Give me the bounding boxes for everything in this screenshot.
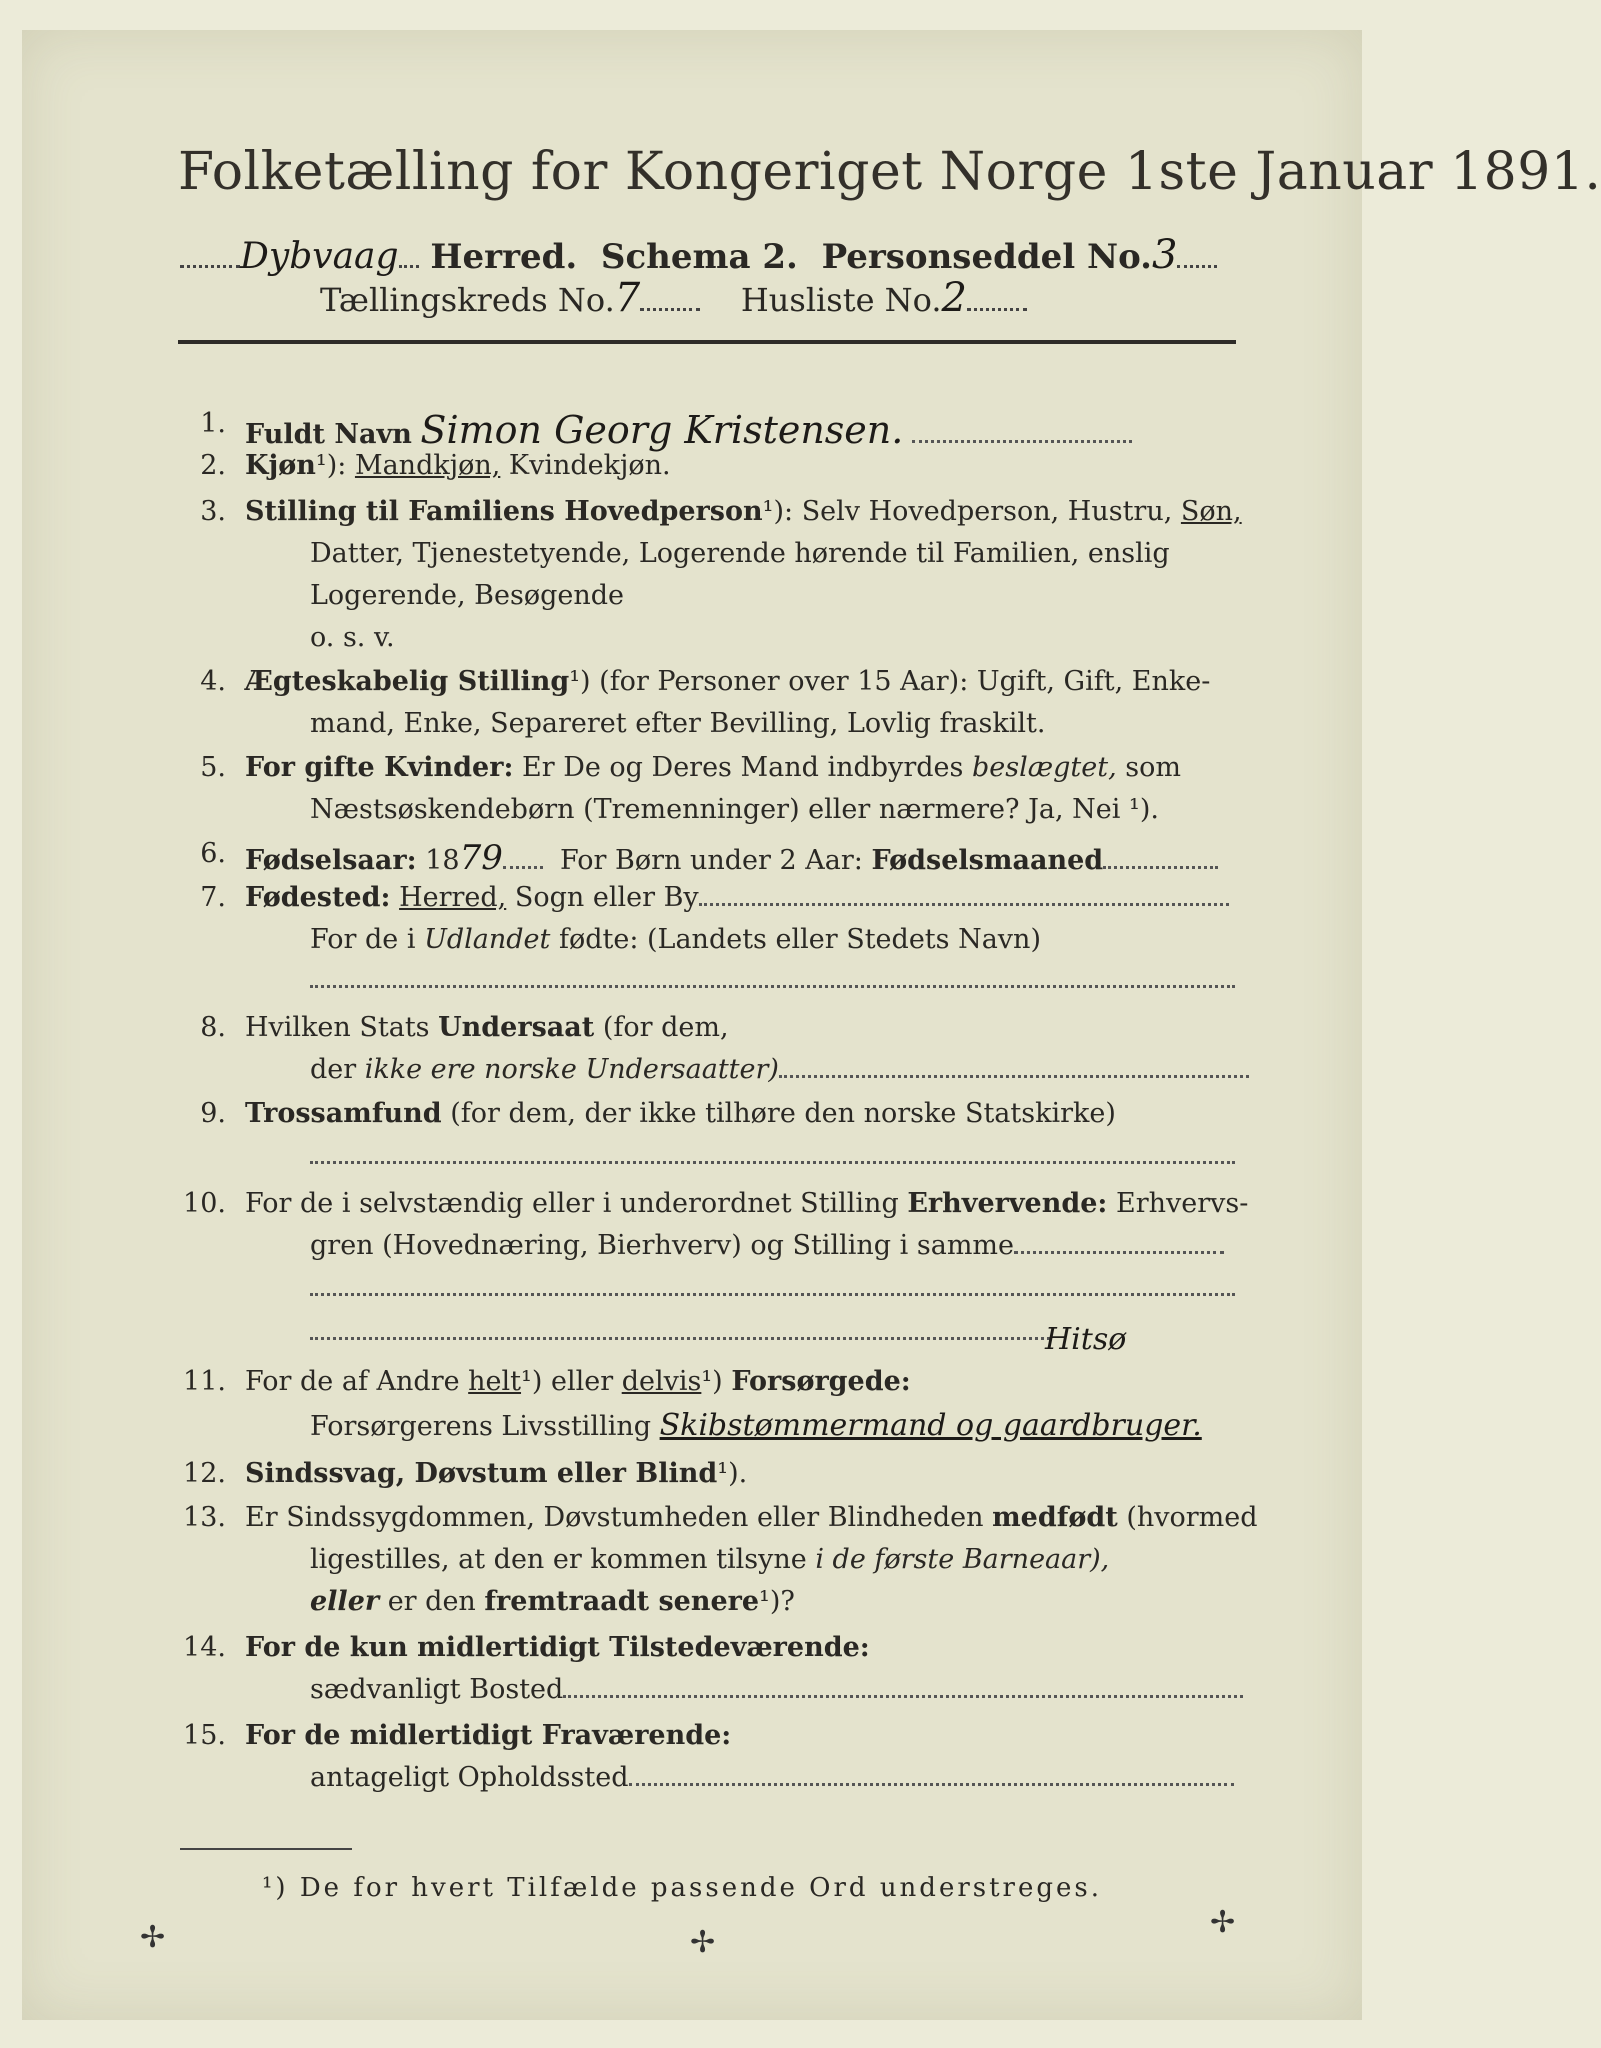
full-name-label: Fuldt Navn: [245, 419, 412, 450]
birth-year-label: Fødselsaar:: [245, 845, 417, 876]
herred-line: [180, 232, 1235, 278]
son-option: Søn,: [1180, 496, 1242, 527]
gender-female-option: Kvindekjøn.: [508, 450, 671, 481]
question-1: 1. Fuldt Navn Simon Georg Kristensen.: [170, 408, 1240, 448]
gender-label: Kjøn: [245, 450, 316, 481]
question-5: 5. For gifte Kvinder: Er De og Deres Mand indbyrdes beslægtet, som: [200, 752, 1181, 783]
personseddel-number: 3: [1152, 232, 1178, 278]
kreds-label: Tællingskreds No.: [320, 281, 615, 319]
question-2: 2. Kjøn¹): Mandkjøn, Kvindekjøn.: [200, 450, 671, 481]
supporter-note: Hitsø: [1045, 1322, 1127, 1357]
question-11: 11. For de af Andre helt¹) eller delvis¹) Forsørgede: Hitsø: [183, 1322, 1127, 1397]
herred-option: Herred,: [399, 882, 507, 913]
family-position-label: Stilling til Familiens Hovedperson: [245, 496, 763, 527]
personseddel-label: Personseddel No.: [821, 237, 1152, 277]
marital-status-label: Ægteskabelig Stilling: [245, 666, 570, 697]
question-7: 7. Fødested: Herred, Sogn eller By: [170, 882, 1240, 922]
herred-label: Herred.: [430, 237, 578, 277]
registration-mark-icon: ✢: [1210, 1905, 1236, 1940]
schema-label: Schema 2.: [600, 237, 798, 277]
form-title: Folketælling for Kongeriget Norge 1ste Januar 1891.: [178, 142, 1601, 202]
question-9: 9. Trossamfund (for dem, der ikke tilhøre den norske Statskirke): [200, 1098, 1116, 1129]
gender-male-option: Mandkjøn,: [354, 450, 501, 481]
footnote-rule: [180, 1848, 352, 1850]
religion-label: Trossamfund: [245, 1098, 442, 1129]
question-10: 10. For de i selvstændig eller i underordnet Stilling Erhvervende: Erhvervs-: [183, 1188, 1249, 1219]
question-15: 15. For de midlertidigt Fraværende:: [183, 1720, 732, 1751]
registration-mark-icon: ✢: [140, 1920, 166, 1955]
herred-name: Dybvaag: [240, 236, 399, 277]
header-rule: [178, 340, 1236, 344]
kreds-number: 7: [614, 275, 641, 321]
question-14: 14. For de kun midlertidigt Tilstedeværende:: [183, 1632, 870, 1663]
question-13: 13. Er Sindssygdommen, Døvstumheden eller Blindheden medfødt (hvormed: [183, 1502, 1258, 1533]
birth-year-value: 79: [459, 838, 503, 878]
husliste-label: Husliste No.: [740, 281, 942, 319]
supporter-occupation-value: Skibstømmermand og gaardbruger.: [659, 1408, 1202, 1443]
question-12: 12. Sindssvag, Døvstum eller Blind¹).: [183, 1458, 748, 1489]
question-6: 6. Fødselsaar: 1879 For Børn under 2 Aar: Fødselsmaaned: [170, 838, 1240, 878]
birthplace-label: Fødested:: [245, 882, 391, 913]
question-4: 4. Ægteskabelig Stilling¹) (for Personer over 15 Aar): Ugift, Gift, Enke-: [200, 666, 1211, 697]
question-8: 8. Hvilken Stats Undersaat (for dem,: [200, 1012, 729, 1043]
question-3: 3. Stilling til Familiens Hovedperson¹): Selv Hovedperson, Hustru, Søn,: [200, 496, 1242, 527]
full-name-value: Simon Georg Kristensen.: [420, 408, 904, 452]
husliste-number: 2: [941, 275, 967, 321]
footnote: ¹) De for hvert Tilfælde passende Ord understreges.: [262, 1873, 1103, 1903]
kreds-line: [320, 275, 1120, 321]
registration-mark-icon: ✢: [690, 1925, 716, 1960]
